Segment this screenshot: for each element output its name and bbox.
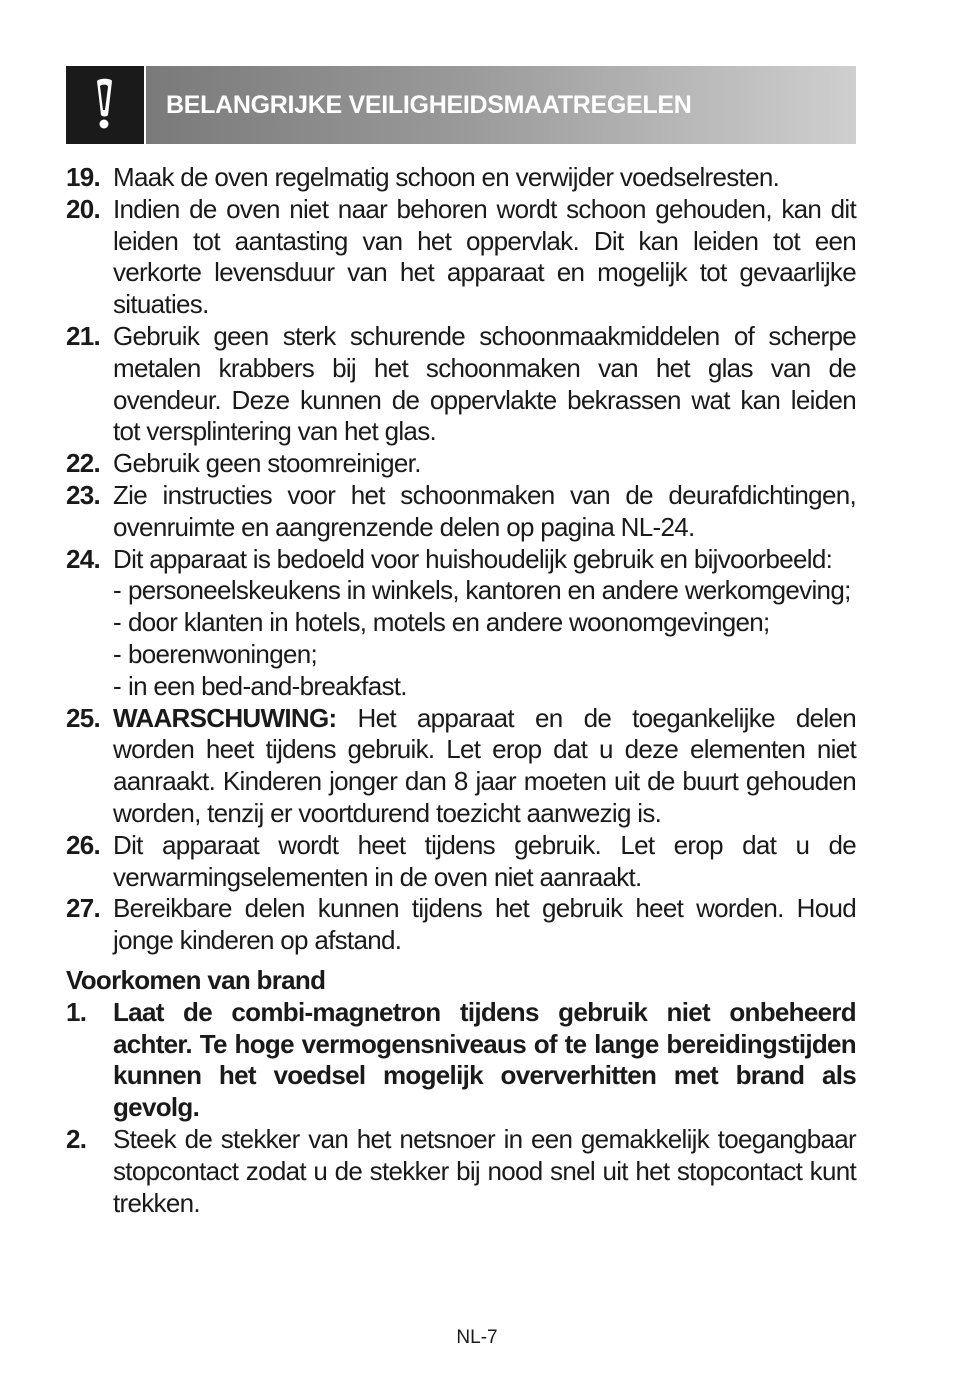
sub-item-text: boerenwoningen;: [128, 638, 317, 669]
item-number: 22.: [66, 448, 101, 479]
item-text: Gebruik geen stoomreiniger.: [113, 448, 421, 479]
item-text: Steek de stekker van het netsnoer in een gemakkelijk toegangbaar stopcontact zodat u de stekker bij nood snel uit het stopcontact kunt trekken.: [113, 1123, 856, 1218]
sub-item-dash: -: [113, 638, 121, 669]
section-header-bar: [146, 66, 856, 144]
item-number: 19.: [66, 162, 101, 192]
item-number: 23.: [66, 479, 101, 510]
item-text: Het apparaat en de toegankelijke delen worden heet tijdens gebruik. Let erop dat u deze elementen niet aanraakt. Kinderen jonger dan 8 jaar moeten uit de buurt gehouden worden, tenzij er voortdurend toezicht aanwezig is.: [113, 702, 856, 828]
item-text: Maak de oven regelmatig schoon en verwijder voedselresten.: [113, 162, 780, 192]
item-text: Indien de oven niet naar behoren wordt schoon gehouden, kan dit leiden tot aantasting van het oppervlak. Dit kan leiden tot een verkorte levensduur van het apparaat en mogelijk tot gevaarlijke situaties.: [113, 193, 856, 320]
section-title: BELANGRIJKE VEILIGHEIDSMAATREGELEN: [166, 90, 692, 119]
list-item: [66, 448, 856, 480]
warning-label: WAARSCHUWING:: [113, 702, 337, 733]
list-item: [66, 194, 856, 321]
list-item: [66, 1124, 856, 1219]
item-text: Dit apparaat is bedoeld voor huishoudelijk gebruik en bijvoorbeeld:: [113, 543, 833, 574]
item-text: Laat de combi-magnetron tijdens gebruik niet onbeheerd achter. Te hoge vermogensniveaus of te lange bereidingstijden kunnen het voedsel mogelijk oververhitten met brand als gevolg.: [113, 996, 856, 1123]
sub-item-text: personeelskeukens in winkels, kantoren en andere werkomgeving;: [128, 575, 851, 606]
item-number: 27.: [66, 893, 101, 924]
item-number: 20.: [66, 193, 101, 224]
sub-item-dash: -: [113, 575, 121, 606]
list-item: [66, 544, 856, 703]
sub-list-item: [113, 607, 856, 639]
item-body: [113, 544, 856, 703]
section-header: [66, 66, 856, 144]
sub-list-item: [113, 575, 856, 607]
item-body: [113, 703, 856, 830]
item-number: 25.: [66, 702, 101, 733]
item-number: 26.: [66, 829, 101, 860]
subsection-heading: Voorkomen van brand: [66, 964, 326, 995]
item-number: 1.: [66, 996, 87, 1027]
sub-item-text: in een bed-and-breakfast.: [128, 670, 407, 701]
item-text: Bereikbare delen kunnen tijdens het gebruik heet worden. Houd jonge kinderen op afstand.: [113, 893, 856, 956]
item-text: Gebruik geen sterk schurende schoonmaakmiddelen of scherpe metalen krabbers bij het schoonmaken van het glas van de ovendeur. Deze kunnen de oppervlakte bekrassen wat kan leiden tot versplintering van het glas.: [113, 320, 856, 447]
sub-item-dash: -: [113, 670, 121, 701]
list-item: [66, 321, 856, 448]
warning-exclamation-icon: [66, 66, 144, 144]
item-text: Dit apparaat wordt heet tijdens gebruik. Let erop dat u de verwarmingselementen in de oven niet aanraakt.: [113, 829, 856, 892]
list-item: [66, 480, 856, 544]
sub-list-item: [113, 639, 856, 671]
list-item: [66, 162, 856, 194]
item-number: 24.: [66, 543, 101, 574]
page-number: NL-7: [456, 1327, 498, 1348]
item-number: 2.: [66, 1123, 87, 1154]
instructions-content: [66, 162, 856, 1219]
sub-item-text: door klanten in hotels, motels en andere woonomgevingen;: [128, 607, 770, 638]
sub-item-dash: -: [113, 607, 121, 638]
item-number: 21.: [66, 320, 101, 351]
sub-list-item: [113, 671, 856, 703]
list-item: [66, 703, 856, 830]
item-text: Zie instructies voor het schoonmaken van de deurafdichtingen, ovenruimte en aangrenzende delen op pagina NL-24.: [113, 479, 856, 542]
list-item: [66, 997, 856, 1124]
list-item: [66, 830, 856, 894]
list-item: [66, 893, 856, 957]
